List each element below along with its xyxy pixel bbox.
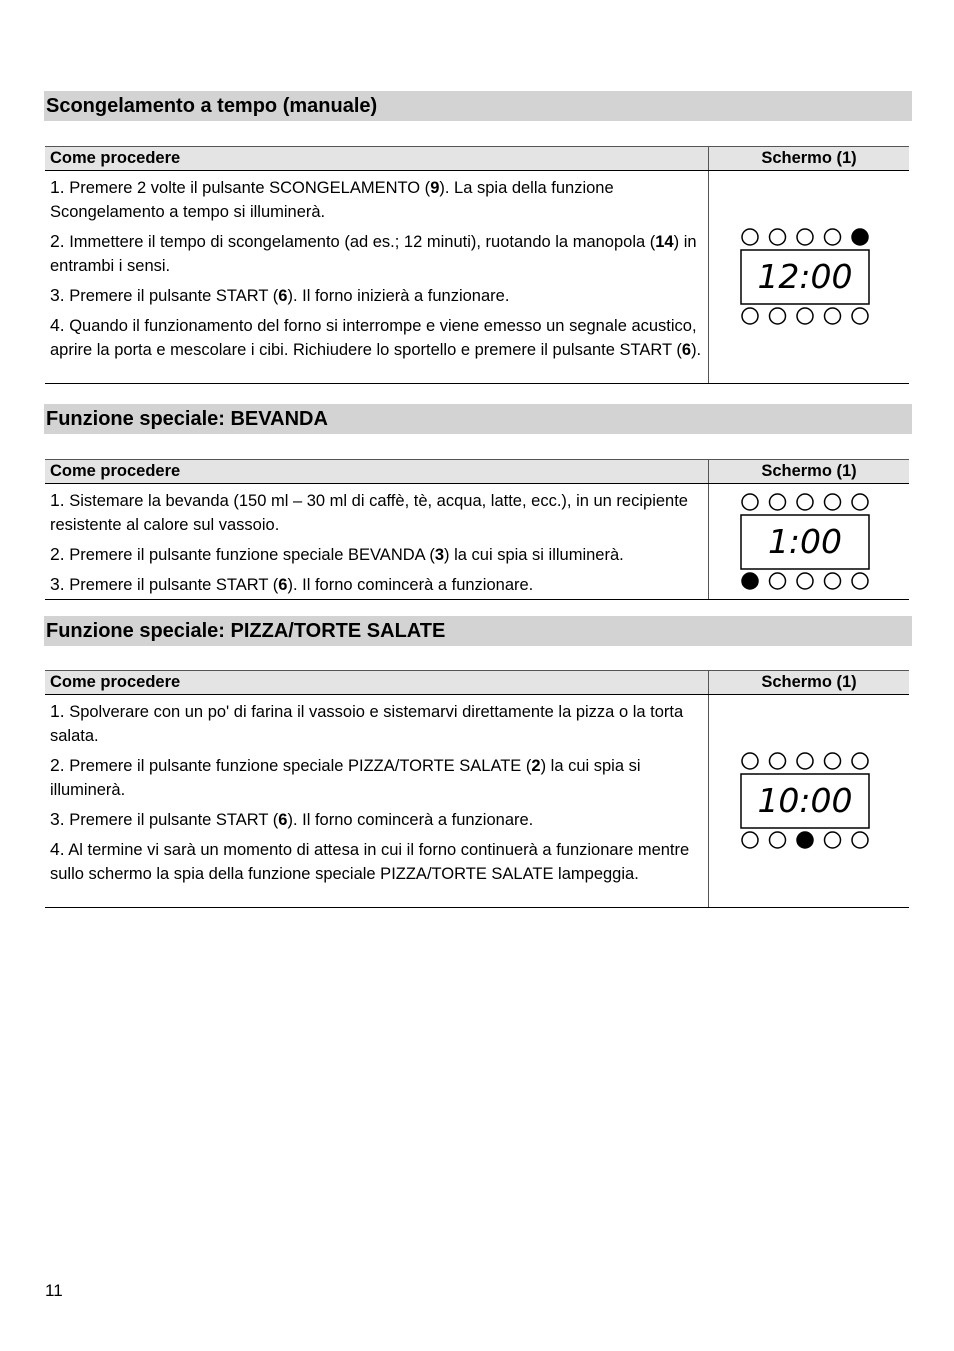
bottom-led-1 [742, 832, 758, 848]
top-led-3 [797, 494, 813, 510]
top-led-4 [825, 229, 841, 245]
header-how-to: Come procedere [45, 671, 709, 695]
oven-display-illustration [739, 492, 879, 592]
step-3: 3. Premere il pulsante START (6). Il forno comincerà a funzionare. [50, 809, 534, 829]
step-2: 2. Premere il pulsante funzione speciale PIZZA/TORTE SALATE (2) la cui spia si illuminerà. [50, 755, 641, 799]
step-1: 1. Premere 2 volte il pulsante SCONGELAMENTO (9). La spia della funzione Scongelamento a tempo si illuminerà. [50, 177, 614, 221]
bottom-led-5 [852, 832, 868, 848]
step-3: 3. Premere il pulsante START (6). Il forno comincerà a funzionare. [50, 574, 534, 594]
bottom-led-3 [797, 832, 813, 848]
section-title-defrost: Scongelamento a tempo (manuale) [44, 91, 912, 121]
header-screen: Schermo (1) [709, 671, 910, 695]
bottom-led-2 [770, 573, 786, 589]
step-1: 1. Spolverare con un po' di farina il vassoio e sistemarvi direttamente la pizza o la torta salata. [50, 701, 684, 745]
step-4: 4. Al termine vi sarà un momento di attesa in cui il forno continuerà a funzionare mentre sullo schermo la spia della funzione speciale PIZZA/TORTE SALATE lampeggia. [50, 839, 690, 883]
top-led-5 [852, 753, 868, 769]
steps-cell [45, 171, 709, 384]
top-led-5 [852, 229, 868, 245]
page-number: 11 [45, 1281, 63, 1300]
bottom-led-5 [852, 573, 868, 589]
bottom-led-4 [825, 832, 841, 848]
step-1: 1. Sistemare la bevanda (150 ml – 30 ml di caffè, tè, acqua, latte, ecc.), in un recipiente resistente al calore sul vassoio. [50, 490, 688, 534]
step-2: 2. Premere il pulsante funzione speciale BEVANDA (3) la cui spia si illuminerà. [50, 544, 624, 564]
bottom-led-2 [770, 308, 786, 324]
oven-display-illustration [739, 227, 879, 327]
header-how-to: Come procedere [45, 147, 709, 171]
display-time: 10:00 [757, 781, 853, 820]
bottom-led-3 [797, 573, 813, 589]
step-3: 3. Premere il pulsante START (6). Il forno inizierà a funzionare. [50, 285, 510, 305]
steps-cell [45, 695, 709, 908]
top-led-2 [770, 494, 786, 510]
section-title-beverage: Funzione speciale: BEVANDA [44, 404, 912, 434]
top-led-3 [797, 229, 813, 245]
bottom-led-4 [825, 573, 841, 589]
top-led-5 [852, 494, 868, 510]
step-2: 2. Immettere il tempo di scongelamento (ad es.; 12 minuti), ruotando la manopola (14) in entrambi i sensi. [50, 231, 697, 275]
top-led-1 [742, 229, 758, 245]
bottom-led-2 [770, 832, 786, 848]
screen-cell [709, 484, 910, 600]
procedure-table-beverage [45, 459, 909, 600]
top-led-1 [742, 753, 758, 769]
oven-display-illustration [739, 751, 879, 851]
bottom-led-4 [825, 308, 841, 324]
bottom-led-1 [742, 573, 758, 589]
display-time: 12:00 [757, 257, 853, 296]
procedure-table-defrost [45, 146, 909, 384]
display-time: 1:00 [767, 521, 843, 561]
step-4: 4. Quando il funzionamento del forno si interrompe e viene emesso un segnale acustico, aprire la porta e mescolare i cibi. Richiudere lo sportello e premere il pulsante START (6). [50, 315, 702, 359]
steps-cell [45, 484, 709, 600]
procedure-table-pizza [45, 670, 909, 908]
top-led-2 [770, 229, 786, 245]
header-screen: Schermo (1) [709, 460, 910, 484]
top-led-4 [825, 494, 841, 510]
top-led-3 [797, 753, 813, 769]
header-screen: Schermo (1) [709, 147, 910, 171]
bottom-led-5 [852, 308, 868, 324]
top-led-4 [825, 753, 841, 769]
screen-cell [709, 695, 910, 908]
header-how-to: Come procedere [45, 460, 709, 484]
section-title-pizza: Funzione speciale: PIZZA/TORTE SALATE [44, 616, 912, 646]
bottom-led-3 [797, 308, 813, 324]
top-led-1 [742, 494, 758, 510]
bottom-led-1 [742, 308, 758, 324]
screen-cell [709, 171, 910, 384]
top-led-2 [770, 753, 786, 769]
